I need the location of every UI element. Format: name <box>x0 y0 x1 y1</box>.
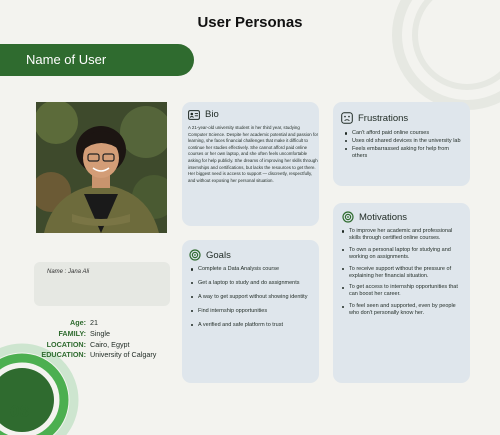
frustrations-title: Frustrations <box>358 112 409 124</box>
detail-label: FAMILY: <box>58 328 86 338</box>
page-title: User Personas <box>197 14 303 31</box>
detail-value: Cairo, Egypt <box>90 339 130 349</box>
motivations-card <box>333 203 470 383</box>
motivations-header <box>342 211 407 223</box>
detail-label: EDUCATION: <box>41 350 86 360</box>
list-item: Can't afford paid online courses <box>344 130 464 137</box>
bio-title: Bio <box>205 109 219 120</box>
goals-card <box>182 240 319 383</box>
detail-label: LOCATION: <box>46 339 86 349</box>
list-item: Complete a Data Analysis course <box>190 266 314 273</box>
target-icon <box>189 249 201 261</box>
name-banner-label: Name of User <box>26 52 107 67</box>
id-card-icon <box>188 110 200 120</box>
detail-row-age <box>32 318 182 329</box>
list-item: To own a personal laptop for studying and working on assignments. <box>341 247 463 261</box>
list-item: A way to get support without showing identity <box>190 294 314 301</box>
list-item: Feels embarrassed asking for help from others <box>344 146 464 160</box>
list-item: Get a laptop to study and do assignments <box>190 280 314 287</box>
list-item: To feel seen and supported, even by people who don't personally know her. <box>341 303 463 317</box>
goals-header <box>189 249 231 261</box>
goals-title: Goals <box>206 249 231 261</box>
goals-list <box>190 266 314 336</box>
name-banner <box>0 44 194 76</box>
frustrations-header <box>341 112 408 124</box>
detail-label: Age: <box>70 318 86 327</box>
bio-text: A 21-year-old university student in her third year, studying Computer Science. Despite her academic potential and passion for learning, she faces financial challenges that make it difficult to continue her studies effectively. She cannot afford paid online courses or her own laptop, and she often feels uncomfortable asking for help publicly. She dreams of improving her skills through internships and certifications, but lacks the resources to get there. Her biggest need is access to support — discreetly, respectfully, and without exposing her personal situation. <box>188 125 319 183</box>
detail-value: Single <box>90 328 110 338</box>
list-item: Find internship opportunities <box>190 308 314 315</box>
detail-row-family <box>32 329 182 340</box>
motivations-title: Motivations <box>359 211 408 223</box>
bio-header <box>188 109 219 120</box>
frustrations-card <box>333 102 470 186</box>
name-card <box>34 262 170 306</box>
page-number: 08 <box>10 402 29 421</box>
motivations-list <box>341 228 463 322</box>
profile-details <box>32 318 182 361</box>
frown-face-icon <box>341 112 353 124</box>
profile-photo <box>36 102 167 233</box>
list-item: To improve her academic and professional skills through certified online courses. <box>341 228 463 242</box>
detail-row-location <box>32 340 182 351</box>
list-item: Uses old shared devices in the university lab <box>344 138 464 145</box>
detail-value: 21 <box>90 318 98 327</box>
user-name: Name : Jana Ali <box>47 269 90 275</box>
list-item: To receive support without the pressure of explaining her financial situation. <box>341 266 463 280</box>
list-item: A verified and safe platform to trust <box>190 322 314 329</box>
target-icon <box>342 211 354 223</box>
bio-card <box>182 102 319 226</box>
frustrations-list <box>344 130 464 161</box>
list-item: To get access to internship opportunities that can boost her career. <box>341 284 463 298</box>
detail-value: University of Calgary <box>90 350 157 360</box>
detail-row-education <box>32 350 182 361</box>
